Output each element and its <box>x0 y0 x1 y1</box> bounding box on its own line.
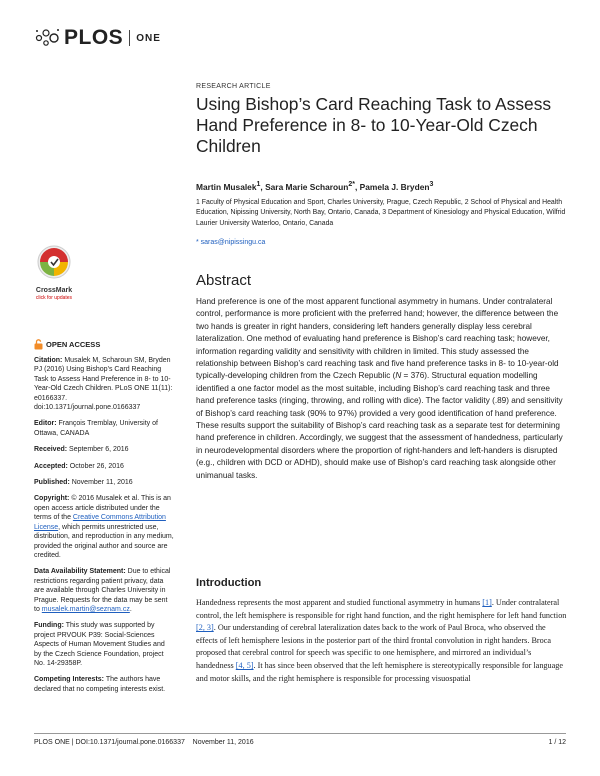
introduction-heading: Introduction <box>196 577 262 589</box>
intro-part-1: Handedness represents the most apparent and studied functional asymmetry in humans <box>196 598 483 607</box>
citation <box>34 356 174 412</box>
crossmark-badge[interactable] <box>34 244 74 301</box>
received-label: Received: <box>34 446 68 454</box>
funding <box>34 621 174 668</box>
plos-one-logo <box>34 24 161 52</box>
author-list: Martin Musalek$^1$, Sara Marie Scharoun$^{2*}$, Pamela J. Bryden$^3$ <box>196 181 434 192</box>
plos-logo-icon <box>34 27 60 49</box>
published <box>34 478 174 487</box>
accepted-date: October 26, 2016 <box>69 462 124 470</box>
reference-link[interactable]: [2, 3] <box>196 623 214 633</box>
copyright <box>34 494 174 560</box>
article-info-sidebar <box>34 339 174 701</box>
crossmark-sublabel: click for updates <box>35 295 73 301</box>
copyright-text-1: © 2016 Musalek et al. This is an open access article distributed under the terms of the <box>34 495 171 522</box>
abstract-part-1: Hand preference is one of the most apparent functional asymmetry in humans. Under contralateral control, performance is more proficient with the preferred hand; however, the difference between the two hands is greater in right handers, considering left handers generally display less cerebral lateralization. One method of evaluating hand preference is Bishop’s card reaching task; however, information regarding validity and sensitivity with children in limited. This study assessed the relationship between Bishop’s card reaching task and five hand preference tasks in 8- to 10-year-old typically-developing children from the Czech Republic ( <box>196 297 559 381</box>
abstract-text <box>196 296 568 482</box>
logo-text: PLOS <box>64 26 124 49</box>
copyright-label: Copyright: <box>34 495 70 503</box>
competing-interests-label: Competing Interests: <box>34 676 105 684</box>
funding-text: This study was supported by project PRVOUK P39: Social-Sciences Aspects of Human Movement Studies and by the Czech Science Foundation, project No. 14-29358P. <box>34 622 165 667</box>
accepted-label: Accepted: <box>34 462 68 470</box>
abstract-heading: Abstract <box>196 272 252 289</box>
introduction-text <box>196 597 568 685</box>
abstract-n-symbol: N <box>395 371 402 381</box>
copyright-text-2: , which permits unrestricted use, distribution, and reproduction in any medium, provided the original author and source are credited. <box>34 523 174 559</box>
open-access-label: OPEN ACCESS <box>46 339 101 349</box>
editor-label: Editor: <box>34 420 57 428</box>
author-name: Sara Marie Scharoun <box>265 181 349 192</box>
crossmark-label: CrossMark <box>35 287 73 294</box>
received <box>34 445 174 454</box>
published-date: November 11, 2016 <box>71 479 133 487</box>
crossmark-icon <box>36 244 72 280</box>
author-name: Pamela J. Bryden <box>359 181 430 192</box>
page-footer <box>34 733 566 746</box>
footer-citation: PLOS ONE | DOI:10.1371/journal.pone.0166337 November 11, 2016 <box>34 739 254 746</box>
article-type: RESEARCH ARTICLE <box>196 83 271 90</box>
data-availability-text: Due to ethical restrictions regarding patient privacy, data are available through Charles University in Prague. Requests for the data may be sent to <box>34 568 171 613</box>
intro-part-2: . Under contralateral control, the left hemisphere is responsible for right hand function, and the right hemisphere for left hand function <box>196 598 567 620</box>
license-link[interactable]: Creative Commons Attribution License <box>34 514 166 531</box>
editor-text: François Tremblay, University of Ottawa, CANADA <box>34 420 158 437</box>
accepted <box>34 462 174 471</box>
author-name: Martin Musalek <box>196 181 257 192</box>
author-affiliation-mark: 3 <box>429 181 434 188</box>
open-lock-icon <box>34 339 43 350</box>
editor <box>34 419 174 438</box>
author-affiliation-mark: 1 <box>256 181 261 188</box>
competing-interests <box>34 675 174 694</box>
citation-text: Musalek M, Scharoun SM, Bryden PJ (2016) Using Bishop’s Card Reaching Task to Assess Hand Preference in 8- to 10-Year-Old Czech Children. PLoS ONE 11(11): e0166337. doi:10.1371/journal.pone.0166337 <box>34 357 173 412</box>
reference-link[interactable]: [1] <box>482 598 492 607</box>
journal-tag: ONE <box>136 32 161 44</box>
author-affiliation-mark: 2* <box>348 181 355 188</box>
data-availability <box>34 567 174 614</box>
logo-separator <box>129 30 130 46</box>
published-label: Published: <box>34 479 70 487</box>
data-availability-label: Data Availability Statement: <box>34 568 126 576</box>
data-availability-end: . <box>129 605 132 613</box>
page-number: 1 / 12 <box>548 739 566 746</box>
open-access-badge <box>34 339 174 350</box>
abstract-part-2: = 376). Structural equation modelling identified a one factor model as the most suitable, including Bishop’s card reaching task and three hand preference tasks (ringing, throwing, and rolling with dice). The factor validity (.89) and sensitivity of Bishop’s card reaching task (90% to 97%) provided a very good identification of hand preference. These results support the suitability of Bishop’s card reaching task as a separate test for determining hand preference in children. Accordingly, we suggest that the assessment of handedness, particularly in neurodevelopmental disorders where the proportion of right-handers and left-handers is disrupted (e.g., children with DCD or ADHD), should make use of Bishop’s card reaching task alongside other unimanual tasks. <box>196 371 563 480</box>
data-email-link[interactable]: musalek.martin@seznam.cz <box>41 605 130 613</box>
corresponding-email[interactable]: * saras@nipissingu.ca <box>196 239 266 246</box>
article-title: Using Bishop’s Card Reaching Task to Assess Hand Preference in 8- to 10-Year-Old Czech Children <box>196 94 552 157</box>
citation-label: Citation: <box>34 357 63 364</box>
reference-link[interactable]: [4, 5] <box>235 660 254 670</box>
received-date: September 6, 2016 <box>69 446 129 454</box>
affiliations: 1 Faculty of Physical Education and Sport, Charles University, Prague, Czech Republic, 2 School of Physical and Health Education, Nipissing University, North Bay, Ontario, Canada, 3 Department of Kinesiology and Physical Education, Wilfrid Laurier University Waterloo, Ontario, Canada <box>196 199 566 227</box>
intro-part-3: . Our understanding of cerebral lateralization dates back to the work of Paul Broca, who observed the effects of left hemisphere lesions in the posterior part of the third frontal convolution in right handers. Broca proposed that cerebral control for speech was specific to one hemisphere, and mirrored an individual’s handedness <box>196 623 551 670</box>
funding-label: Funding: <box>34 622 64 630</box>
intro-part-4: . It has since been observed that the left hemisphere is stereotypically responsible for language and motor skills, and the right hemisphere is responsible for processing visuospatial <box>196 660 563 683</box>
competing-interests-text: The authors have declared that no competing interests exist. <box>34 676 166 693</box>
